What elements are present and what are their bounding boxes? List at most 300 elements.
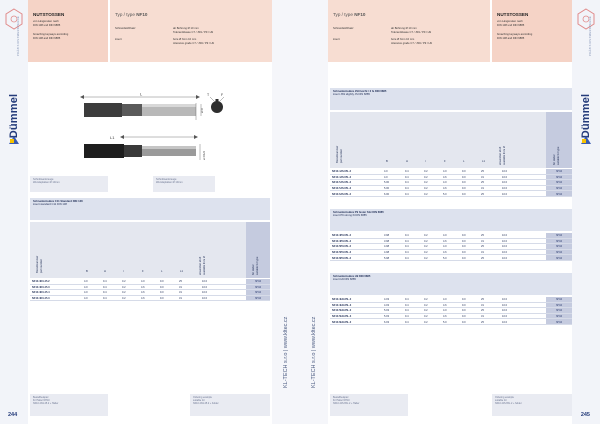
holder-text: NH10 <box>555 256 563 260</box>
holder-text: NH10 <box>555 245 563 249</box>
part-number-cell: NF10.5H9.65L.2 <box>332 309 352 313</box>
right-brand-strip <box>572 0 600 424</box>
value-cell: 25 <box>481 309 484 313</box>
holder-cell <box>546 239 572 244</box>
table-body <box>330 233 572 261</box>
type-title <box>333 12 485 17</box>
brand-subtitle: PRÄZISIONSWERKZEUGE <box>17 15 20 56</box>
value-cell: 9.4 <box>103 280 107 284</box>
value-cell: 9.4 <box>405 303 409 307</box>
table-row <box>330 255 572 261</box>
vertical-strip <box>272 0 300 424</box>
value-cell: 9.0 <box>160 285 164 289</box>
table-column-header <box>330 112 572 168</box>
holder-text: NH10 <box>555 175 563 179</box>
value-cell: 4.6 <box>443 239 447 243</box>
section-subtitle: insert H9 DIN 6885 <box>333 278 356 282</box>
value-cell: 31 <box>481 186 484 190</box>
note-box <box>153 176 215 192</box>
part-number-cell: NF10.4JS.65L.3 <box>332 175 352 179</box>
holder-cell <box>546 308 572 313</box>
available-from-cell: 10.0 <box>502 181 508 185</box>
value-cell: 5.03 <box>384 314 390 318</box>
holder-text: NH10 <box>555 309 563 313</box>
footer-text: NF10.4JS.65L.2 + Halter <box>333 402 360 405</box>
column-header-part: Bestellnummer <box>336 145 339 163</box>
header-title-block <box>28 0 108 62</box>
value-cell: 9.0 <box>462 309 466 313</box>
value-cell: 4.0 <box>443 245 447 249</box>
value-cell: 4.0 <box>443 309 447 313</box>
value-cell: 0.2 <box>122 291 126 295</box>
column-header-holder: für Halter <box>252 264 255 275</box>
spec-row <box>333 38 485 45</box>
type-label: Typ / type <box>333 12 353 17</box>
value-cell: 0.2 <box>424 256 428 260</box>
holder-cell <box>546 180 572 185</box>
value-cell: 5.0 <box>443 320 447 324</box>
value-cell: 31 <box>179 291 182 295</box>
value-cell: 9.4 <box>405 239 409 243</box>
value-cell: 5.98 <box>384 256 390 260</box>
value-cell: 25 <box>481 256 484 260</box>
table-section-header <box>330 273 572 295</box>
value-cell: 9.4 <box>103 296 107 300</box>
value-cell: 6.03 <box>384 320 390 324</box>
table-row <box>30 296 270 302</box>
column-header-holder: suitable for type <box>557 146 560 165</box>
value-cell: 4.6 <box>443 175 447 179</box>
value-cell: 9.0 <box>462 186 466 190</box>
column-header: L <box>161 270 163 273</box>
table-section-header <box>330 88 572 110</box>
value-cell: 6.00 <box>384 192 390 196</box>
spec-value: bore Ø from 10 mm <box>173 38 197 42</box>
holder-cell <box>546 319 572 324</box>
value-cell: 9.4 <box>405 298 409 302</box>
left-brand-strip <box>0 0 28 424</box>
value-cell: 0.2 <box>424 175 428 179</box>
spec-key: insert <box>115 38 122 42</box>
column-header: B <box>386 160 388 163</box>
spec-key: Schneidstoff/satz <box>333 27 354 30</box>
holder-text: NH10 <box>254 285 262 289</box>
value-cell: 25 <box>481 245 484 249</box>
column-header-from: einsetzbar ab Ø <box>199 256 202 275</box>
value-cell: 9.0 <box>462 170 466 174</box>
value-cell: 4.6 <box>141 296 145 300</box>
value-cell: 9.0 <box>160 296 164 300</box>
footer-text: für Halter NH10 <box>333 399 350 402</box>
available-from-cell: 10.0 <box>502 320 508 324</box>
value-cell: 4.0 <box>84 285 88 289</box>
part-number-cell: NF10.4N1.45.2 <box>32 280 50 284</box>
column-header: H <box>104 270 106 273</box>
value-cell: 4.0 <box>384 170 388 174</box>
note-text: Wendeplatten Ø 10mm <box>156 181 183 185</box>
header-line: broaching keyways according <box>33 33 69 37</box>
column-header-from: einsetzbar ab Ø <box>499 146 502 165</box>
spec-value: ab Bohrung Ø 10 mm <box>173 27 199 30</box>
available-from-cell: 10.0 <box>502 245 508 249</box>
spec-value: ab Bohrung Ø 10 mm <box>391 27 417 30</box>
spec-row <box>115 27 267 34</box>
value-cell: 9.0 <box>462 320 466 324</box>
holder-text: NH10 <box>254 291 262 295</box>
column-header: L1 <box>180 270 183 273</box>
holder-cell <box>246 296 270 301</box>
holder-text: NH10 <box>555 303 563 307</box>
header-type-block <box>328 0 490 62</box>
available-from-cell: 10.0 <box>502 175 508 179</box>
value-cell: 0.2 <box>122 296 126 300</box>
table-body <box>330 169 572 197</box>
value-cell: 0.2 <box>122 285 126 289</box>
column-header: r <box>123 270 124 273</box>
column-header: L1 <box>482 160 485 163</box>
value-cell: 9.0 <box>160 280 164 284</box>
holder-text: NH10 <box>555 320 563 324</box>
part-number-cell: NF10.6P9.65L.2 <box>332 256 352 260</box>
brand-name: Dümmel <box>580 93 592 139</box>
section-title: Schneideinsätze C11 Standard DIN 138 <box>33 200 83 203</box>
holder-cell <box>546 250 572 255</box>
holder-text: NH10 <box>555 192 563 196</box>
holder-text: NH10 <box>555 298 563 302</box>
value-cell: 0.2 <box>424 186 428 190</box>
value-cell: 0.2 <box>424 314 428 318</box>
available-from-cell: 10.0 <box>502 298 508 302</box>
value-cell: 9.4 <box>405 245 409 249</box>
note-text: Schnittwerkzeuge <box>33 178 54 181</box>
available-from-cell: 10.0 <box>502 309 508 313</box>
available-from-cell: 10.0 <box>502 239 508 243</box>
column-header: B <box>86 270 88 273</box>
available-from-cell: 10.0 <box>202 291 208 295</box>
value-cell: 9.0 <box>462 175 466 179</box>
available-from-cell: 10.0 <box>502 250 508 254</box>
value-cell: 0.2 <box>424 250 428 254</box>
table-body <box>330 297 572 325</box>
value-cell: 4.0 <box>443 234 447 238</box>
value-cell: 9.4 <box>405 192 409 196</box>
value-cell: 25 <box>481 192 484 196</box>
brand-subtitle: PRÄZISIONSWERKZEUGE <box>589 15 592 56</box>
value-cell: 4.6 <box>141 291 145 295</box>
value-cell: 5.00 <box>384 186 390 190</box>
header-line: von Längsnuten nach <box>33 20 59 23</box>
dim-label-d2: ø D1/2 <box>202 150 206 160</box>
type-title <box>115 12 267 17</box>
value-cell: 4.03 <box>384 298 390 302</box>
type-label: Typ / type <box>115 12 135 17</box>
column-header-from: available from Ø <box>203 256 206 275</box>
value-cell: 31 <box>179 296 182 300</box>
spec-row <box>333 27 485 34</box>
value-cell: 4.98 <box>384 245 390 249</box>
value-cell: 25 <box>481 170 484 174</box>
value-cell: 0.2 <box>424 170 428 174</box>
value-cell: 9.0 <box>462 298 466 302</box>
right-page <box>300 0 600 424</box>
holder-cell <box>546 186 572 191</box>
header-title: NUTSTOSSEN <box>33 12 65 17</box>
holder-cell <box>246 290 270 295</box>
spec-key: Schneidstoff/satz <box>115 27 136 30</box>
footer-text: für Halter NH10 <box>33 399 50 402</box>
value-cell: 9.4 <box>103 285 107 289</box>
part-number-cell: NF10.4JS.65L.2 <box>332 170 352 174</box>
value-cell: 5.00 <box>384 181 390 185</box>
available-from-cell: 10.0 <box>202 285 208 289</box>
value-cell: 4.0 <box>84 280 88 284</box>
value-cell: 25 <box>481 298 484 302</box>
value-cell: 31 <box>481 239 484 243</box>
part-number-cell: NF10.5P9.65L.3 <box>332 250 352 254</box>
value-cell: 9.0 <box>462 256 466 260</box>
header-type-block <box>110 0 272 62</box>
value-cell: 31 <box>179 285 182 289</box>
value-cell: 4.0 <box>443 170 447 174</box>
table-column-header <box>30 222 270 278</box>
table-body <box>30 279 270 301</box>
holder-cell <box>546 233 572 238</box>
brand-accent-icon <box>10 139 14 143</box>
value-cell: 9.4 <box>405 256 409 260</box>
available-from-cell: 10.0 <box>502 303 508 307</box>
part-number-cell: NF10.4H9.65L.2 <box>332 298 352 302</box>
tool-badge-icon <box>5 8 23 30</box>
section-title: Schneideinsätze P9 fester Sitz DIN 6885 <box>333 211 384 214</box>
vertical-strip <box>300 0 328 424</box>
table-section-header <box>30 198 270 220</box>
holder-text: NH10 <box>555 186 563 190</box>
table-row <box>330 319 572 325</box>
note-text: Wendeplatten Ø 10mm <box>33 181 60 185</box>
column-header-from: available from Ø <box>503 146 506 165</box>
section-subtitle: insert standard C11 DIN 138 <box>33 203 67 207</box>
value-cell: 4.6 <box>443 186 447 190</box>
part-number-cell: NF10.4N1.45.3 <box>32 285 50 289</box>
value-cell: 9.4 <box>405 181 409 185</box>
column-header: F <box>142 270 144 273</box>
available-from-cell: 10.0 <box>502 256 508 260</box>
section-title: Schneideinsätze JS9 leicht / 3 fe DIN 6885 <box>333 90 387 93</box>
page-number: 244 <box>8 412 18 418</box>
footer-text: suitable for <box>193 399 205 402</box>
value-cell: 4.03 <box>384 303 390 307</box>
value-cell: 25 <box>179 280 182 284</box>
spec-key: insert <box>333 38 340 42</box>
available-from-cell: 10.0 <box>202 280 208 284</box>
footer-box <box>330 394 408 416</box>
holder-text: NH10 <box>254 280 262 284</box>
value-cell: 0.2 <box>424 320 428 324</box>
value-cell: 31 <box>481 303 484 307</box>
value-cell: 9.4 <box>405 234 409 238</box>
value-cell: 4.0 <box>141 280 145 284</box>
value-cell: 9.0 <box>462 181 466 185</box>
available-from-cell: 10.0 <box>502 192 508 196</box>
value-cell: 4.6 <box>141 285 145 289</box>
value-cell: 5.0 <box>443 192 447 196</box>
holder-cell <box>546 244 572 249</box>
footer-text: Bestellbeispiel <box>33 396 49 399</box>
available-from-cell: 10.0 <box>202 296 208 300</box>
value-cell: 9.4 <box>405 250 409 254</box>
column-header: F <box>444 160 446 163</box>
part-number-cell: NF10.6H9.65L.2 <box>332 320 352 324</box>
value-cell: 31 <box>481 175 484 179</box>
value-cell: 0.2 <box>424 245 428 249</box>
spec-value: bore Ø from 10 mm <box>391 38 415 42</box>
dim-label-L1: L1 <box>110 135 115 140</box>
holder-cell <box>546 255 572 260</box>
header-title-block <box>492 0 572 62</box>
part-number-cell: NF10.5H9.65L.3 <box>332 314 352 318</box>
value-cell: 0.2 <box>424 239 428 243</box>
holder-cell <box>546 175 572 180</box>
brand-name: Dümmel <box>8 93 20 139</box>
tool-drawing <box>76 90 236 172</box>
dim-label-d1: ø D <box>200 108 204 113</box>
part-number-cell: NF10.5P9.65L.2 <box>332 245 352 249</box>
value-cell: 9.0 <box>462 245 466 249</box>
part-number-cell: NF10.5JS.65L.3 <box>332 186 352 190</box>
tool-badge-icon <box>577 8 595 30</box>
column-header-holder: für Halter <box>553 154 556 165</box>
column-header-part: part number <box>340 149 343 163</box>
section-subtitle: insert P9 strong fit DIN 6885 <box>333 214 367 218</box>
value-cell: 4.98 <box>384 250 390 254</box>
value-cell: 4.0 <box>443 298 447 302</box>
holder-cell <box>546 314 572 319</box>
value-cell: 9.0 <box>160 291 164 295</box>
table-row <box>330 191 572 197</box>
footer-box <box>190 394 270 416</box>
column-header: r <box>425 160 426 163</box>
column-header-part: Bestellnummer <box>36 255 39 273</box>
spec-row <box>115 38 267 45</box>
value-cell: 3.98 <box>384 234 390 238</box>
value-cell: 0.2 <box>424 298 428 302</box>
available-from-cell: 10.0 <box>502 186 508 190</box>
value-cell: 25 <box>481 234 484 238</box>
holder-cell <box>546 303 572 308</box>
brand-accent-icon <box>582 139 586 143</box>
value-cell: 9.0 <box>462 303 466 307</box>
part-number-cell: NF10.4H9.65L.3 <box>332 303 352 307</box>
type-code: NF10 <box>354 12 366 17</box>
holder-text: NH10 <box>555 314 563 318</box>
part-number-cell: NF10.4P9.65L.3 <box>332 239 352 243</box>
footer-text: NF10.4N1.45.2 + holder <box>193 402 219 405</box>
header-line: von Längsnuten nach <box>497 20 523 23</box>
footer-text: NF10.4N1.45.2 + Halter <box>33 402 59 405</box>
header-line: broaching keyways according <box>497 33 533 37</box>
footer-text: Bestellbeispiel <box>333 396 349 399</box>
spec-value: tolerance grade C7 / JS9 / P9 / H9 <box>173 41 214 45</box>
holder-text: NH10 <box>555 181 563 185</box>
holder-cell <box>246 285 270 290</box>
value-cell: 25 <box>481 181 484 185</box>
section-title: Schneideinsätze H9 DIN 6885 <box>333 275 371 278</box>
column-header: L <box>463 160 465 163</box>
holder-cell <box>546 169 572 174</box>
holder-text: NH10 <box>254 296 262 300</box>
part-number-cell: NF10.4N1.45.4 <box>32 291 50 295</box>
value-cell: 4.0 <box>84 296 88 300</box>
value-cell: 9.0 <box>462 239 466 243</box>
value-cell: 0.2 <box>424 181 428 185</box>
value-cell: 9.0 <box>462 250 466 254</box>
spec-value: Toleranzklasse C7 / JS9 / P9 / H9 <box>391 30 432 34</box>
holder-text: NH10 <box>555 250 563 254</box>
value-cell: 4.6 <box>443 303 447 307</box>
spec-value: Toleranzklasse C7 / JS9 / P9 / H9 <box>173 30 214 34</box>
value-cell: 9.4 <box>405 170 409 174</box>
footer-text: Ordering example <box>193 396 213 399</box>
value-cell: 4.6 <box>443 250 447 254</box>
available-from-cell: 10.0 <box>502 170 508 174</box>
dim-label-T: T <box>207 93 210 97</box>
header-line: DIN 138 und DIN 6885 <box>497 23 525 27</box>
value-cell: 3.98 <box>384 239 390 243</box>
value-cell: 9.4 <box>405 320 409 324</box>
footer-text: Ordering example <box>495 396 515 399</box>
column-header: H <box>406 160 408 163</box>
dim-label-L: L <box>140 91 143 97</box>
value-cell: 0.2 <box>122 280 126 284</box>
value-cell: 9.4 <box>405 175 409 179</box>
footer-box <box>492 394 572 416</box>
type-code: NF10 <box>136 12 148 17</box>
header-line: DIN 138 und DIN 6885 <box>33 23 61 27</box>
holder-text: NH10 <box>555 234 563 238</box>
part-number-cell: NF10.6JS.65L.2 <box>332 192 352 196</box>
holder-cell <box>546 297 572 302</box>
footer-text: NF10.4JS.65L.2 + holder <box>495 402 522 405</box>
value-cell: 4.0 <box>443 181 447 185</box>
value-cell: 4.0 <box>84 291 88 295</box>
vertical-company-text: KL-TECH s.r.o | www.kltec.cz <box>283 316 289 388</box>
value-cell: 9.0 <box>462 314 466 318</box>
column-header-holder: suitable for type <box>256 256 259 275</box>
note-box <box>30 176 108 192</box>
dim-label-F: F <box>221 93 224 97</box>
section-subtitle: insert JS9 slightly JS DIN 6885 <box>333 93 370 97</box>
value-cell: 0.2 <box>424 234 428 238</box>
available-from-cell: 10.0 <box>502 314 508 318</box>
part-number-cell: NF10.5JS.65L.2 <box>332 181 352 185</box>
note-text: Schnittwerkzeuge <box>156 178 177 181</box>
vertical-company-text: KL-TECH s.r.o | www.kltec.cz <box>311 316 317 388</box>
value-cell: 5.03 <box>384 309 390 313</box>
value-cell: 9.4 <box>405 314 409 318</box>
header-title: NUTSTOSSEN <box>497 12 529 17</box>
value-cell: 4.6 <box>443 314 447 318</box>
header-line: DIN 138 and DIN 6885 <box>33 36 61 40</box>
value-cell: 31 <box>481 314 484 318</box>
holder-cell <box>246 279 270 284</box>
column-header-part: part number <box>40 259 43 273</box>
holder-cell <box>546 191 572 196</box>
table-section-header <box>330 209 572 231</box>
value-cell: 0.2 <box>424 303 428 307</box>
value-cell: 25 <box>481 320 484 324</box>
header-line: DIN 138 and DIN 6885 <box>497 36 525 40</box>
value-cell: 9.4 <box>405 186 409 190</box>
